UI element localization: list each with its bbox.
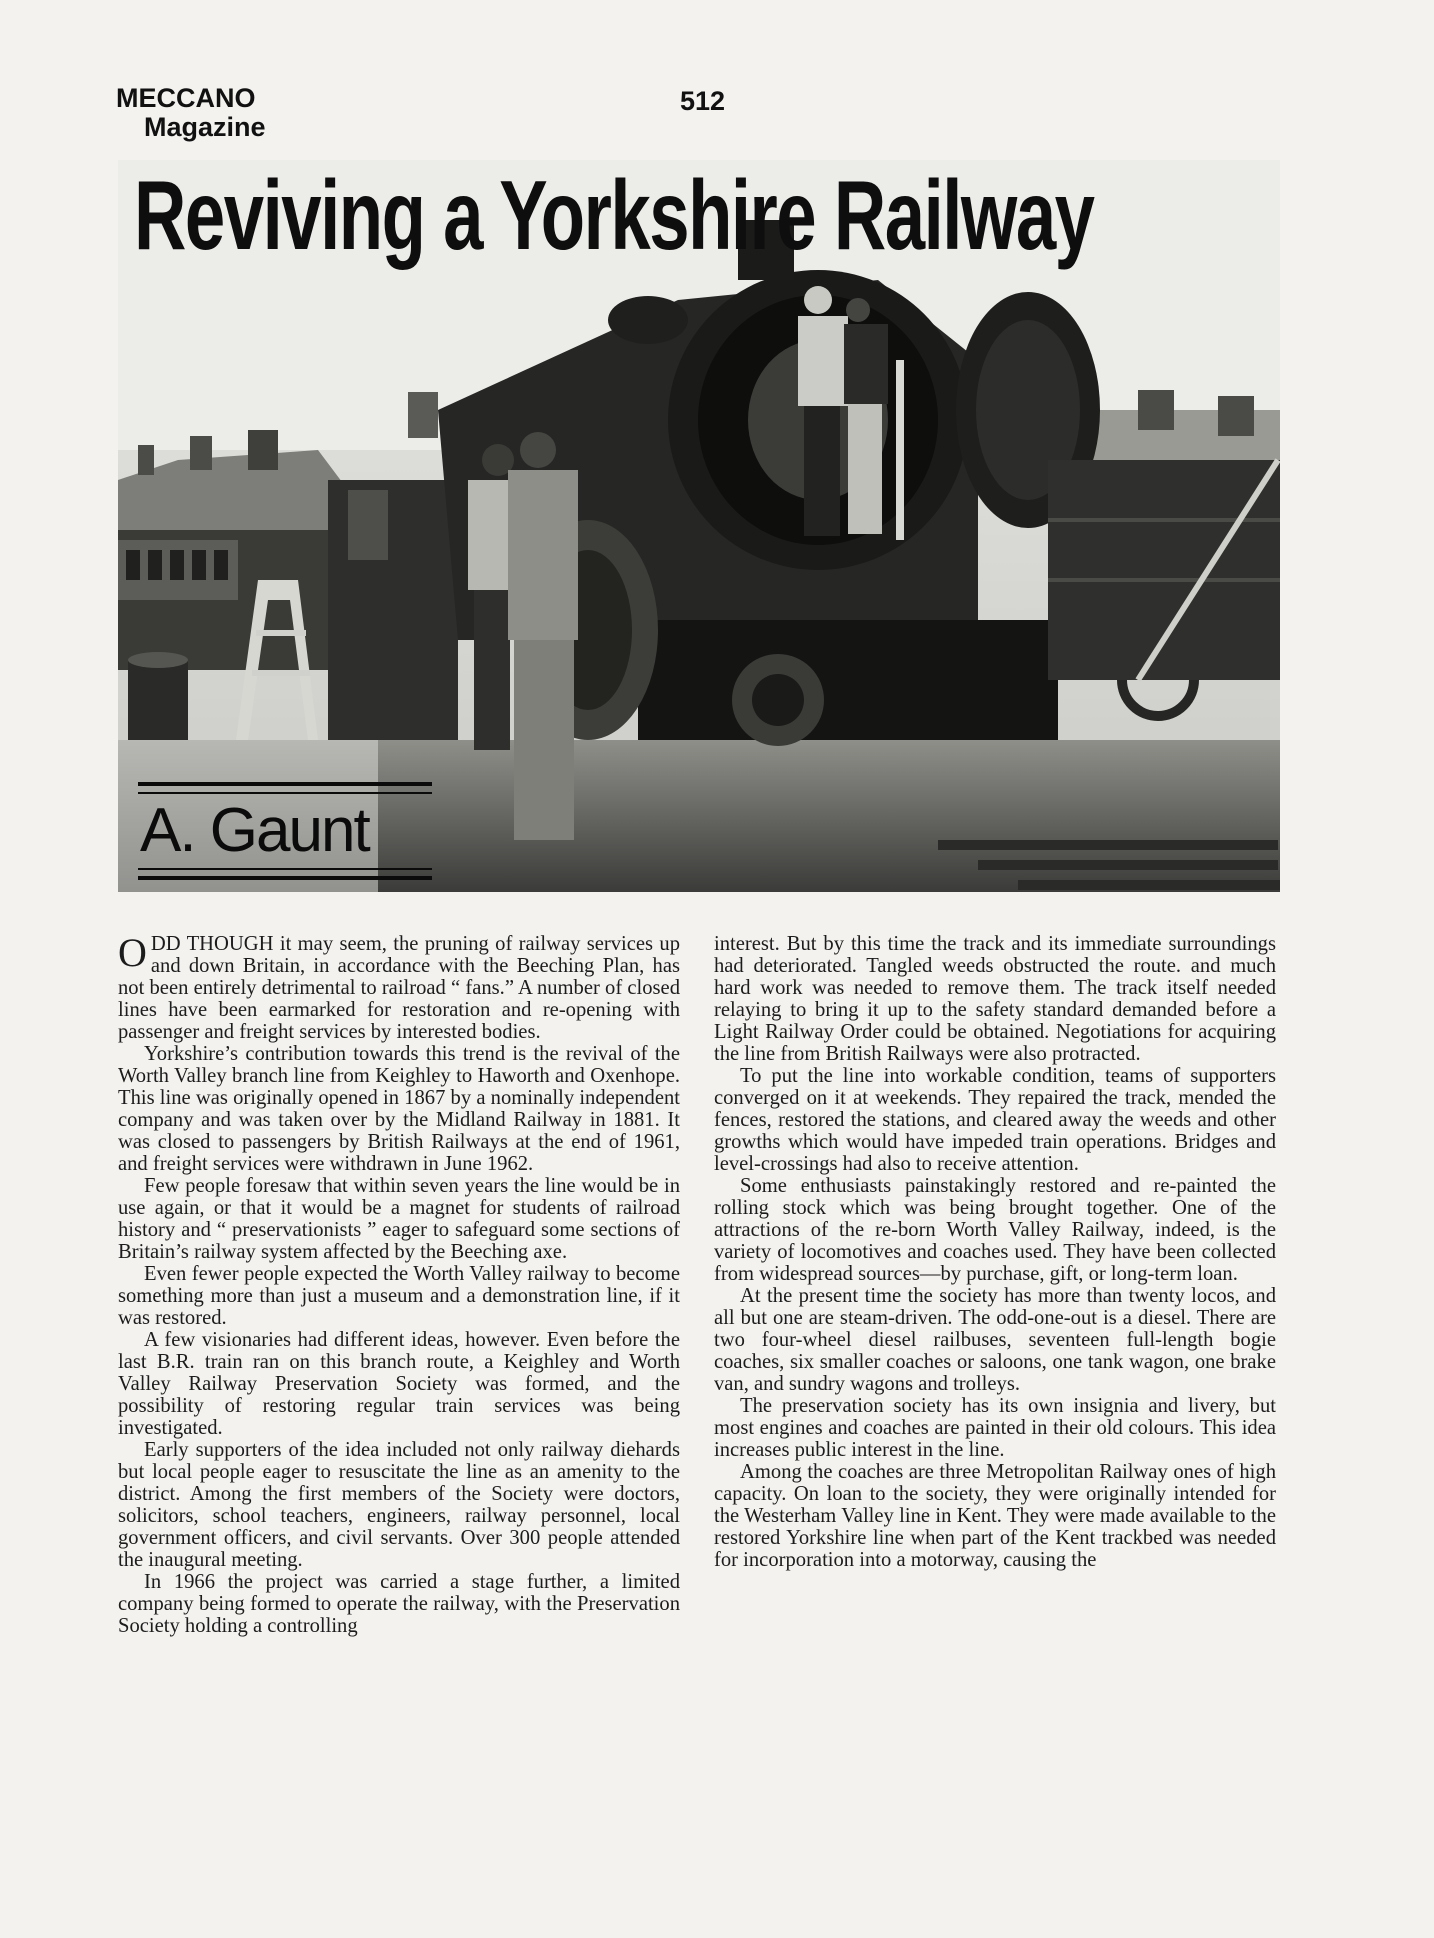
paragraph: At the present time the society has more than twenty locos, and all but one are steam-driven. The odd-one-out is a diesel. There are two four-wheel diesel railbuses, seventeen full-length bogie coaches, six smaller coaches or saloons, one tank wagon, one brake van, and sundry wagons and trolleys. [714, 1285, 1276, 1395]
masthead-line2: Magazine [144, 112, 266, 142]
paragraph: The preservation society has its own insignia and livery, but most engines and coaches are painted in their old colours. This idea increases public interest in the line. [714, 1395, 1276, 1461]
author-byline: A. Gaunt [138, 782, 432, 880]
paragraph: Some enthusiasts painstakingly restored and re-painted the rolling stock which was being brought together. One of the attractions of the re-born Worth Valley Railway, indeed, is the variety of locomotives and coaches used. They have been collected from widespread sources—by purchase, gift, or long-term loan. [714, 1175, 1276, 1285]
page-number: 512 [680, 86, 726, 116]
masthead-line1: MECCANO [116, 83, 256, 113]
paragraph: A few visionaries had different ideas, however. Even before the last B.R. train ran on this branch route, a Keighley and Worth Valley Railway Preservation Society was formed, and the possibility of restoring regular train services was being investigated. [118, 1329, 680, 1439]
paragraph: Among the coaches are three Metropolitan Railway ones of high capacity. On loan to the society, they were originally intended for the Westerham Valley line in Kent. They were made available to the restored Yorkshire line when part of the Kent trackbed was needed for incorporation into a motorway, causing the [714, 1461, 1276, 1571]
paragraph: To put the line into workable condition, teams of supporters converged on it at weekends. They repaired the track, mended the fences, restored the stations, and cleared away the weeds and other growths which would have impeded train operations. Bridges and level-crossings had also to receive attention. [714, 1065, 1276, 1175]
masthead [116, 84, 266, 142]
left-column [118, 930, 680, 1637]
paragraph: Even fewer people expected the Worth Valley railway to become something more than just a museum and a demonstration line, if it was restored. [118, 1263, 680, 1329]
paragraph: Early supporters of the idea included not only railway diehards but local people eager to resuscitate the line as an amenity to the district. Among the first members of the Society were doctors, solicitors, school teachers, engineers, railway personnel, local government officers, and civil servants. Over 300 people attended the inaugural meeting. [118, 1439, 680, 1571]
paragraph: In 1966 the project was carried a stage further, a limited company being formed to operate the railway, with the Preservation Society holding a controlling [118, 1571, 680, 1637]
paragraph: interest. But by this time the track and its immediate surroundings had deteriorated. Tangled weeds obstructed the route. and much hard work was needed to remove them. The track itself needed relaying to bring it up to the safety standard demanded before a Light Railway Order could be obtained. Negotiations for acquiring the line from British Railways were also protracted. [714, 933, 1276, 1065]
paragraph: Yorkshire’s contribution towards this trend is the revival of the Worth Valley branch line from Keighley to Haworth and Oxenhope. This line was originally opened in 1867 by a nominally independent company and was taken over by the Midland Railway in 1881. It was closed to passengers by British Railways at the end of 1961, and freight services were withdrawn in June 1962. [118, 1043, 680, 1175]
paragraph: Few people foresaw that within seven years the line would be in use again, or that it would be a magnet for students of railroad history and “ preservationists ” eager to safeguard some sections of Britain’s railway system affected by the Beeching axe. [118, 1175, 680, 1263]
right-column [714, 933, 1276, 1571]
article-title: Reviving a Yorkshire Railway [134, 160, 1094, 270]
paragraph-text: DD THOUGH it may seem, the pruning of railway services up and down Britain, in accordance with the Beeching Plan, has not been entirely detrimental to railroad “ fans.” A number of closed lines have been earmarked for restoration and re-opening with passenger and freight services by interested bodies. [118, 933, 680, 1043]
paragraph [118, 930, 680, 1043]
drop-cap: O [118, 930, 147, 975]
